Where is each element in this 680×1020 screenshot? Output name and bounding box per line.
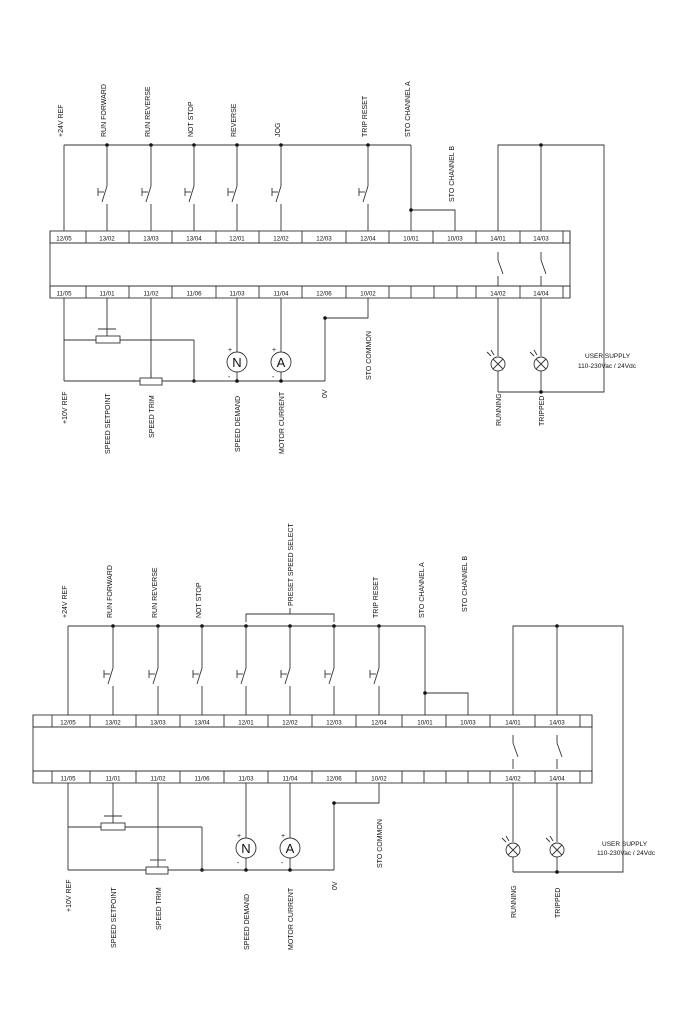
top-terminal-label: 14/01: [505, 719, 521, 727]
signal-label: SPEED DEMAND: [244, 893, 251, 950]
switch-blade: [285, 668, 290, 684]
lamp-icon: [546, 836, 564, 857]
switch-contact: [104, 660, 113, 696]
switch-blade: [276, 186, 281, 202]
signal-label: STO CHANNEL B: [449, 145, 456, 202]
switch-contact: [281, 660, 290, 696]
lamp-icon: [487, 350, 505, 371]
junction-dot: [235, 379, 239, 383]
signal-label: +24V REF: [62, 585, 69, 618]
signal-label: SPEED SETPOINT: [105, 393, 112, 454]
top-terminal-label: 13/04: [186, 235, 202, 243]
top-terminal-label: 13/03: [143, 235, 159, 243]
signal-label: SPEED TRIM: [156, 887, 163, 930]
bottom-terminal-label: 14/02: [505, 775, 521, 783]
junction-dot: [323, 316, 327, 320]
potentiometer: [101, 823, 125, 830]
junction-dot: [423, 691, 427, 695]
sto-common-wire: [325, 298, 368, 381]
top-terminal-label: 10/01: [417, 719, 433, 727]
preset-bracket: [246, 614, 334, 622]
switch-contact: [272, 178, 281, 214]
switch-contact: [142, 178, 151, 214]
signal-label: TRIP RESET: [373, 576, 380, 618]
lamp-ray: [487, 352, 491, 356]
signal-label: RUN FORWARD: [107, 565, 114, 618]
signal-label: RUNNING: [511, 885, 518, 918]
switch-contact: [98, 178, 107, 214]
lamp-ray: [506, 836, 509, 841]
sto-common-wire: [334, 783, 379, 870]
junction-dot: [539, 390, 543, 394]
signal-label: STO COMMON: [366, 331, 373, 380]
signal-label: NOT STOP: [196, 582, 203, 618]
signal-label: +24V REF: [58, 104, 65, 137]
meter-plus: +: [272, 347, 277, 354]
top-terminal-label: 12/04: [360, 235, 376, 243]
top-terminal-label: 10/03: [460, 719, 476, 727]
bottom-terminal-label: 14/02: [490, 290, 506, 298]
switch-blade: [329, 668, 334, 684]
signal-label: TRIP RESET: [362, 95, 369, 137]
bottom-terminal-label: 11/04: [282, 775, 298, 783]
meter-plus: +: [281, 833, 286, 840]
signal-label: RUNNING: [496, 393, 503, 426]
signal-label: STO COMMON: [377, 819, 384, 868]
preset-speed-label: PRESET SPEED SELECT: [288, 523, 295, 606]
switch-contact: [193, 660, 202, 696]
signal-label: TRIPPED: [555, 887, 562, 918]
switch-contact: [237, 660, 246, 696]
switch-blade: [241, 668, 246, 684]
bottom-terminal-label: 11/02: [150, 775, 166, 783]
supply-label: 110-230Vac / 24Vdc: [597, 850, 655, 857]
signal-label: +10V REF: [66, 879, 73, 912]
bottom-terminal-label: 10/02: [371, 775, 387, 783]
top-terminal-label: 14/01: [490, 235, 506, 243]
top-terminal-label: 13/02: [99, 235, 115, 243]
top-terminal-label: 12/02: [282, 719, 298, 727]
bottom-terminal-label: 11/05: [60, 775, 76, 783]
switch-contact: [359, 178, 368, 214]
top-terminal-label: 12/03: [316, 235, 332, 243]
bottom-terminal-label: 11/01: [105, 775, 121, 783]
lamp-ray: [502, 838, 506, 842]
signal-label: RUN REVERSE: [152, 567, 159, 618]
meter-minus: -: [228, 374, 231, 381]
lamp-ray: [534, 350, 537, 355]
switch-contact: [149, 660, 158, 696]
bottom-terminal-label: 11/03: [238, 775, 254, 783]
supply-label: 110-230Vac / 24Vdc: [578, 363, 636, 370]
terminal-block: [50, 231, 570, 298]
meter-letter: A: [276, 355, 286, 370]
meter-minus: -: [272, 374, 275, 381]
signal-label: JOG: [275, 122, 282, 137]
bottom-terminal-label: 11/01: [99, 290, 115, 298]
bottom-terminal-label: 12/06: [326, 775, 342, 783]
top-terminal-label: 12/04: [371, 719, 387, 727]
bottom-terminal-label: 11/06: [186, 290, 202, 298]
lamp-ray: [546, 838, 550, 842]
signal-label: +10V REF: [62, 391, 69, 424]
top-terminal-label: 12/05: [60, 719, 76, 727]
top-terminal-label: 12/01: [238, 719, 254, 727]
meter-letter: A: [285, 841, 295, 856]
top-terminal-label: 14/03: [549, 719, 565, 727]
signal-label: SPEED TRIM: [149, 395, 156, 438]
bottom-terminal-label: 14/04: [549, 775, 565, 783]
potentiometer: [140, 378, 162, 385]
lamp-ray: [491, 350, 494, 355]
bottom-terminal-label: 11/02: [143, 290, 159, 298]
top-terminal-label: 12/05: [56, 235, 72, 243]
switch-blade: [189, 186, 194, 202]
meter-minus: -: [281, 860, 284, 867]
top-terminal-label: 14/03: [533, 235, 549, 243]
switch-contact: [370, 660, 379, 696]
switch-blade: [197, 668, 202, 684]
top-terminal-label: 13/02: [105, 719, 121, 727]
lamp-ray: [530, 352, 534, 356]
top-terminal-label: 10/01: [403, 235, 419, 243]
switch-blade: [108, 668, 113, 684]
signal-label: RUN REVERSE: [145, 86, 152, 137]
signal-label: STO CHANNEL B: [462, 555, 469, 612]
signal-label: RUN FORWARD: [101, 84, 108, 137]
meter-minus: -: [237, 860, 240, 867]
bottom-terminal-label: 12/06: [316, 290, 332, 298]
potentiometer: [96, 336, 120, 343]
bottom-terminal-label: 11/03: [229, 290, 245, 298]
signal-label: 0V: [332, 881, 339, 890]
bottom-terminal-label: 14/04: [533, 290, 549, 298]
diagram-1: [50, 81, 637, 454]
sto-b-wire: [425, 693, 468, 715]
top-terminal-label: 12/01: [229, 235, 245, 243]
signal-label: STO CHANNEL A: [405, 81, 412, 137]
junction-dot: [288, 868, 292, 872]
signal-label: MOTOR CURRENT: [288, 887, 295, 950]
top-terminal-label: 12/02: [273, 235, 289, 243]
bottom-terminal-label: 11/05: [56, 290, 72, 298]
lamp-ray: [550, 836, 553, 841]
signal-label: MOTOR CURRENT: [279, 391, 286, 454]
junction-dot: [279, 379, 283, 383]
signal-label: TRIPPED: [539, 395, 546, 426]
bottom-terminal-label: 11/06: [194, 775, 210, 783]
signal-label: SPEED SETPOINT: [111, 887, 118, 948]
wiper-wire: [98, 298, 116, 329]
junction-dot: [244, 868, 248, 872]
top-terminal-label: 10/03: [447, 235, 463, 243]
top-terminal-label: 12/03: [326, 719, 342, 727]
switch-contact: [228, 178, 237, 214]
signal-label: 0V: [322, 389, 329, 398]
lamp-icon: [502, 836, 520, 857]
signal-label: REVERSE: [231, 103, 238, 137]
diagram-2: [33, 523, 656, 950]
switch-blade: [146, 186, 151, 202]
signal-label: NOT STOP: [188, 101, 195, 137]
switch-blade: [232, 186, 237, 202]
supply-label: USER SUPPLY: [585, 353, 631, 360]
switch-blade: [102, 186, 107, 202]
lamp-icon: [530, 350, 548, 371]
switch-blade: [153, 668, 158, 684]
sto-b-wire: [411, 210, 455, 231]
bottom-terminal-label: 11/04: [273, 290, 289, 298]
meter-letter: N: [241, 841, 251, 856]
junction-dot: [332, 801, 336, 805]
switch-blade: [363, 186, 368, 202]
meter-plus: +: [228, 347, 233, 354]
switch-contact: [325, 660, 334, 696]
junction-dot: [555, 870, 559, 874]
meter-plus: +: [237, 833, 242, 840]
switch-contact: [185, 178, 194, 214]
potentiometer: [146, 867, 168, 874]
signal-label: SPEED DEMAND: [235, 395, 242, 452]
top-terminal-label: 13/03: [150, 719, 166, 727]
signal-label: STO CHANNEL A: [419, 562, 426, 618]
junction-dot: [409, 208, 413, 212]
meter-letter: N: [232, 355, 242, 370]
top-terminal-label: 13/04: [194, 719, 210, 727]
bottom-terminal-label: 10/02: [360, 290, 376, 298]
supply-label: USER SUPPLY: [602, 841, 648, 848]
switch-blade: [374, 668, 379, 684]
terminal-block: [33, 715, 592, 783]
